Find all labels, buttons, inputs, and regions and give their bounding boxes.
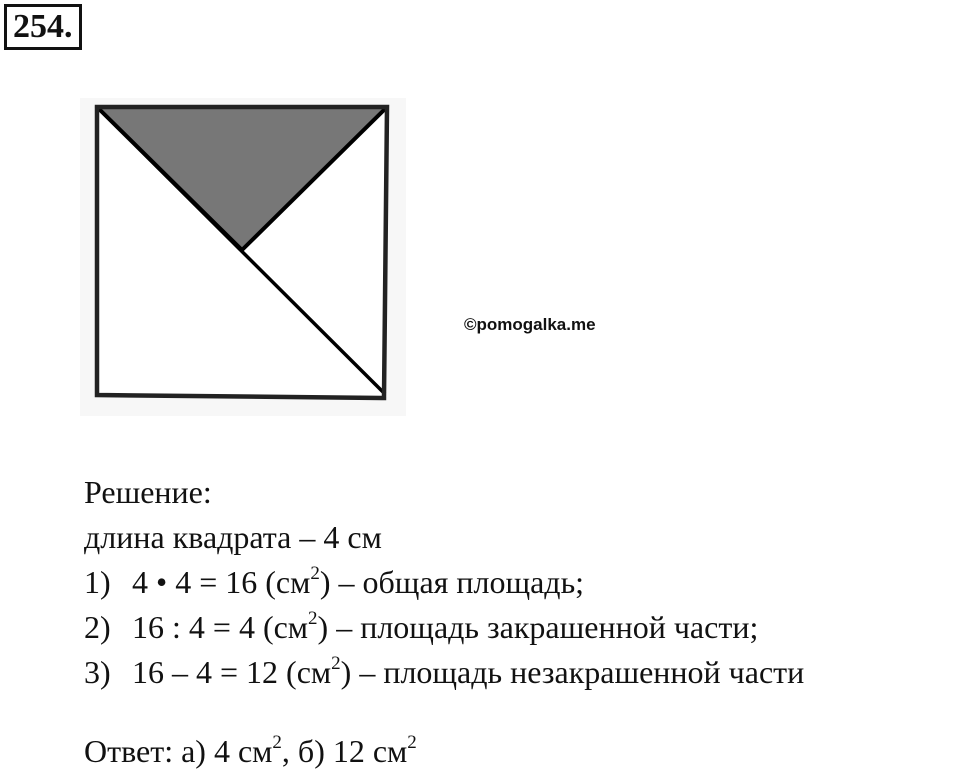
solution-text: [84, 470, 804, 774]
solution-heading: Решение:: [84, 474, 212, 510]
answer-line: [84, 729, 804, 774]
watermark: ©pomogalka.me: [464, 315, 596, 334]
superscript: 2: [272, 732, 282, 753]
step-description: ) – площадь закрашенной части;: [317, 609, 759, 645]
step-number: 3): [84, 654, 111, 690]
square-figure: [80, 98, 406, 416]
step-description: ) – площадь незакрашенной части: [340, 654, 805, 690]
step-number: 2): [84, 609, 111, 645]
problem-number: 254.: [4, 4, 82, 50]
step-expression: 4 • 4 = 16 (см: [132, 564, 311, 600]
answer-prefix: Ответ: а) 4 см: [84, 733, 273, 769]
superscript: 2: [310, 563, 320, 584]
step-number: 1): [84, 564, 111, 600]
step-expression: 16 : 4 = 4 (см: [132, 609, 309, 645]
step-description: ) – общая площадь;: [319, 564, 585, 600]
step-line-2: [84, 605, 804, 650]
superscript: 2: [407, 732, 417, 753]
step-line-1: [84, 560, 804, 605]
superscript: 2: [331, 653, 341, 674]
step-line-3: [84, 650, 804, 695]
answer-middle: , б) 12 см: [281, 733, 408, 769]
step-expression: 16 – 4 = 12 (см: [132, 654, 332, 690]
given-line: длина квадрата – 4 см: [84, 519, 382, 555]
spacer: [84, 695, 804, 729]
superscript: 2: [308, 608, 318, 629]
